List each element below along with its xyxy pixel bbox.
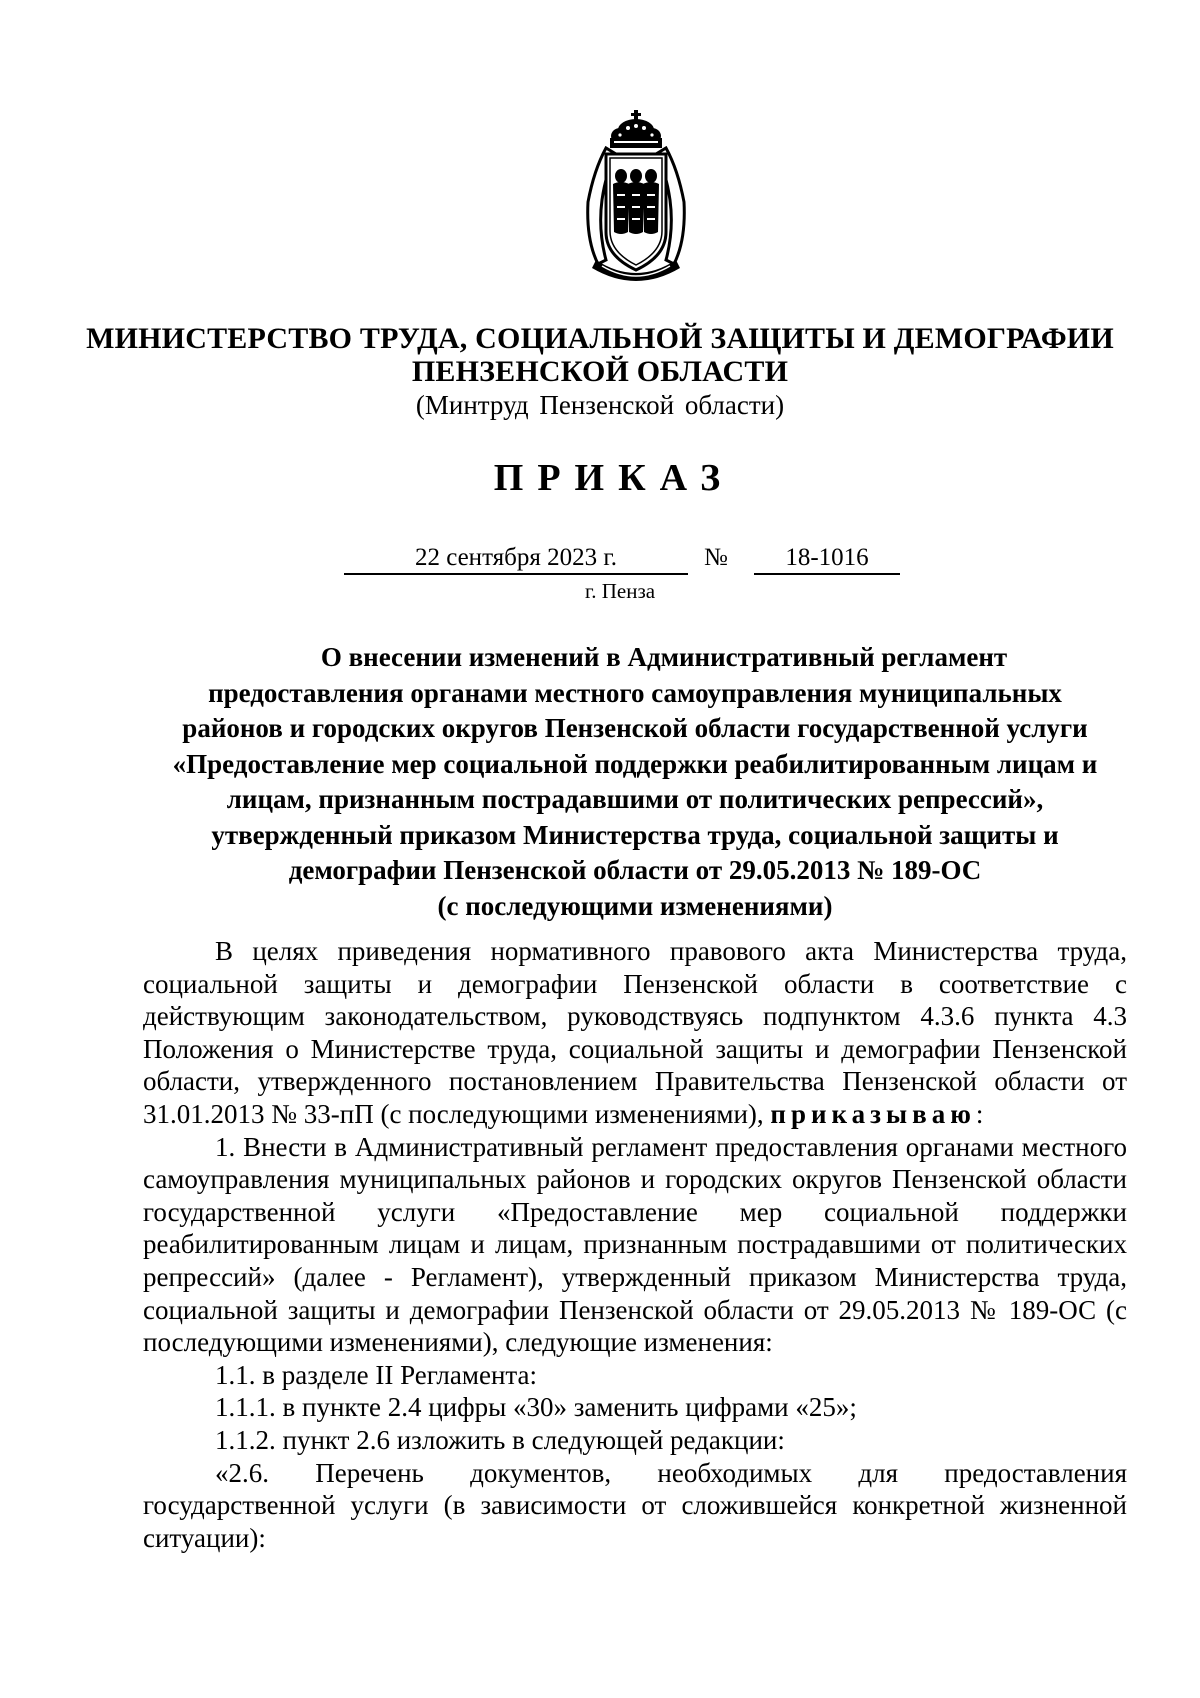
title-line: лицам, признанным пострадавшими от политических репрессий», xyxy=(226,784,1044,814)
coat-of-arms-icon xyxy=(576,110,696,282)
ministry-name xyxy=(0,322,1200,388)
paragraph-1-1: 1.1. в разделе II Регламента: xyxy=(215,1359,538,1390)
paragraph-2-6: «2.6. Перечень документов, необходимых для предоставления государственной услуги (в зависимости от сложившейся конкретной жизненной ситуации): xyxy=(143,1457,1127,1553)
title-line: демографии Пензенской области от 29.05.2013 № 189-ОС xyxy=(288,855,982,885)
order-city: г. Пенза xyxy=(585,579,656,603)
order-colon: : xyxy=(975,1098,984,1129)
title-line: (с последующими изменениями) xyxy=(437,890,833,921)
ministry-short-name: (Минтруд Пензенской области) xyxy=(415,390,785,420)
title-line: районов и городских округов Пензенской области государственной услуги xyxy=(182,713,1088,743)
number-sign: № xyxy=(704,544,728,571)
title-line: «Предоставление мер социальной поддержки реабилитированным лицам и xyxy=(172,748,1098,779)
order-date: 22 сентября 2023 г. xyxy=(344,544,688,575)
order-title xyxy=(140,640,1130,924)
paragraph-1-1-1: 1.1.1. в пункте 2.4 цифры «30» заменить цифрами «25»; xyxy=(215,1392,857,1423)
title-line: предоставления органами местного самоуправления муниципальных xyxy=(208,677,1062,708)
order-word: приказываю xyxy=(770,1098,976,1129)
preamble-paragraph xyxy=(143,935,1127,1131)
order-body xyxy=(143,935,1127,1554)
document-type: ПРИКАЗ xyxy=(493,457,735,499)
preamble-text: В целях приведения нормативного правового акта Министерства труда, социальной защиты и демографии Пензенской области в соответствие с действующим законодательством, руководствуясь подпунктом 4.3.6 пункта 4.3 Положения о Министерстве труда, социальной защиты и демографии Пензенской области, утвержденного постановлением Правительства Пензенской области от 31.01.2013 № 33-пП (с последующими изменениями), xyxy=(143,936,1127,1129)
title-line: О внесении изменений в Административный регламент xyxy=(320,642,1008,672)
title-line: утвержденный приказом Министерства труда, социальной защиты и xyxy=(211,819,1059,850)
paragraph-1: 1. Внести в Административный регламент предоставления органами местного самоуправления муниципальных районов и городских округов Пензенской области государственной услуги «Предоставление мер социальной поддержки реабилитированным лицам и лицам, признанным пострадавшими от политических репрессий» (далее - Регламент), утвержденный приказом Министерства труда, социальной защиты и демографии Пензенской области от 29.05.2013 № 189-ОС (с последующими изменениями), следующие изменения: xyxy=(143,1131,1127,1358)
ministry-name-line2: ПЕНЗЕНСКОЙ ОБЛАСТИ xyxy=(411,355,789,388)
ministry-name-line1: МИНИСТЕРСТВО ТРУДА, СОЦИАЛЬНОЙ ЗАЩИТЫ И ДЕМОГРАФИИ xyxy=(86,322,1114,355)
order-number: 18-1016 xyxy=(754,544,900,575)
paragraph-1-1-2: 1.1.2. пункт 2.6 изложить в следующей редакции: xyxy=(215,1424,785,1455)
